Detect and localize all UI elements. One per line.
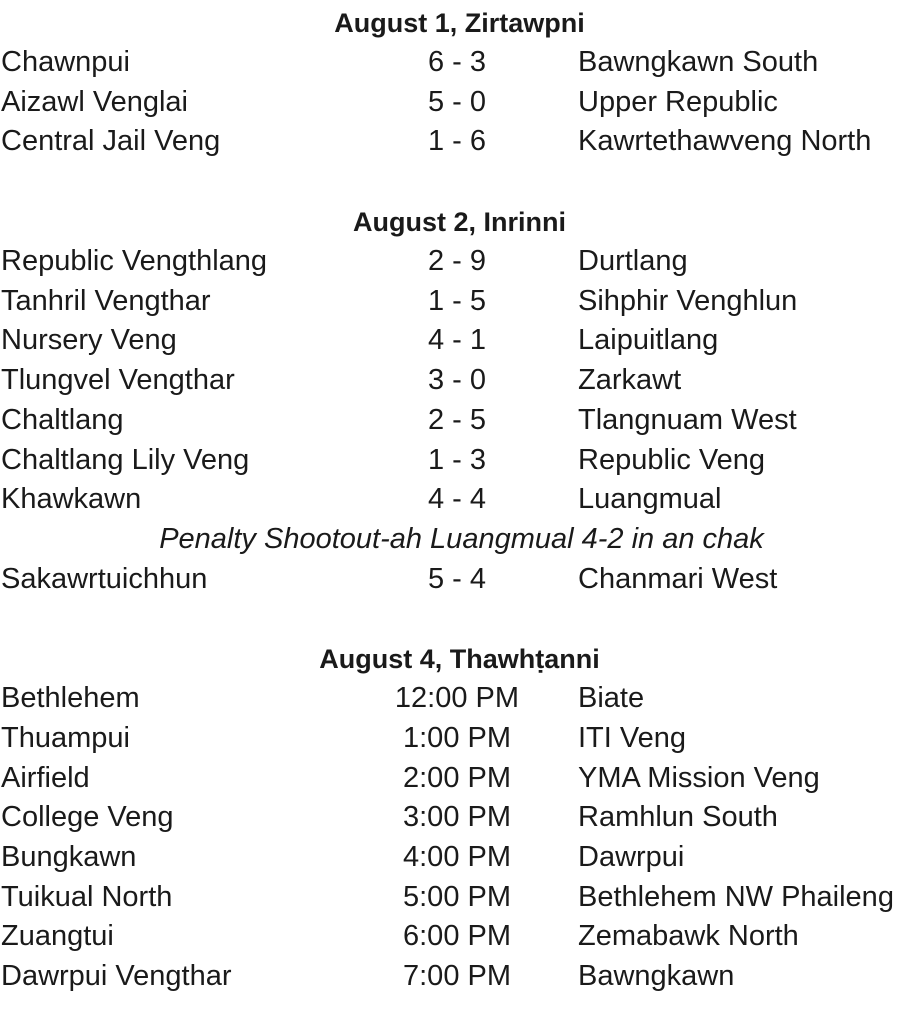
- match-score: 1 - 5: [427, 284, 487, 317]
- kickoff-time: 1:00 PM: [403, 721, 511, 754]
- match-score: 6 - 3: [427, 46, 487, 78]
- away-team: YMA Mission Veng: [578, 761, 820, 794]
- away-team: Sihphir Venghlun: [578, 284, 798, 317]
- match-row: [0, 43, 915, 83]
- home-team: Republic Vengthlang: [1, 245, 268, 278]
- away-team: Tlangnuam West: [578, 403, 797, 436]
- match-row: [0, 321, 915, 361]
- kickoff-time: 12:00 PM: [394, 682, 520, 715]
- match-row: [0, 759, 915, 799]
- home-team: Dawrpui Vengthar: [1, 960, 232, 993]
- away-team: Laipuitlang: [578, 324, 719, 357]
- kickoff-time: 4:00 PM: [403, 841, 511, 873]
- match-row: [0, 957, 915, 997]
- match-row: [0, 122, 915, 162]
- home-team: Tuikual North: [1, 880, 173, 913]
- match-day-section: [0, 3, 915, 162]
- match-row: [0, 719, 915, 759]
- match-row: [0, 401, 915, 441]
- away-team: Chanmari West: [578, 562, 778, 595]
- match-day-heading: August 2, Inrinni: [353, 207, 566, 238]
- match-score: 2 - 5: [427, 403, 487, 436]
- match-score: 5 - 0: [427, 85, 487, 118]
- match-day-heading: August 1, Zirtawpni: [334, 8, 585, 38]
- home-team: Chaltlang: [1, 403, 124, 436]
- match-score: 1 - 6: [427, 125, 487, 158]
- away-team: Ramhlun South: [578, 801, 778, 834]
- match-row: [0, 441, 915, 481]
- penalty-note: Penalty Shootout-ah Luangmual 4-2 in an chak: [159, 522, 764, 555]
- away-team: Durtlang: [578, 245, 688, 278]
- kickoff-time: 5:00 PM: [403, 880, 511, 913]
- away-team: ITI Veng: [578, 721, 687, 754]
- away-team: Kawrtethawveng North: [578, 125, 872, 158]
- match-row: [0, 480, 915, 520]
- home-team: Sakawrtuichhun: [1, 562, 208, 595]
- home-team: Chaltlang Lily Veng: [1, 443, 250, 476]
- away-team: Bawngkawn South: [578, 46, 819, 78]
- match-row: [0, 917, 915, 957]
- match-row: [0, 838, 915, 878]
- match-day-heading: August 4, Thawhṭanni: [319, 644, 600, 675]
- home-team: Khawkawn: [1, 483, 142, 516]
- match-score: 4 - 4: [427, 483, 487, 516]
- match-day-section: [0, 202, 915, 599]
- match-score: 2 - 9: [427, 245, 487, 278]
- away-team: Upper Republic: [578, 85, 778, 118]
- home-team: Tlungvel Vengthar: [1, 364, 235, 397]
- match-row: [0, 83, 915, 123]
- match-score: 3 - 0: [427, 364, 487, 397]
- match-row: [0, 282, 915, 322]
- match-row: [0, 679, 915, 719]
- match-score: 4 - 1: [427, 324, 487, 357]
- away-team: Zemabawk North: [578, 920, 799, 953]
- away-team: Biate: [578, 682, 645, 715]
- home-team: Nursery Veng: [1, 324, 177, 357]
- away-team: Bawngkawn: [578, 960, 735, 993]
- home-team: Central Jail Veng: [1, 125, 221, 158]
- kickoff-time: 2:00 PM: [403, 761, 511, 794]
- match-row: [0, 798, 915, 838]
- home-team: College Veng: [1, 801, 174, 834]
- match-score: 5 - 4: [427, 562, 487, 595]
- home-team: Zuangtui: [1, 920, 114, 953]
- away-team: Luangmual: [578, 483, 722, 516]
- home-team: Bungkawn: [1, 841, 137, 873]
- home-team: Tanhril Vengthar: [1, 284, 211, 317]
- home-team: Aizawl Venglai: [1, 85, 188, 118]
- away-team: Dawrpui: [578, 841, 685, 873]
- match-row: [0, 361, 915, 401]
- kickoff-time: 7:00 PM: [403, 960, 511, 993]
- match-score: 1 - 3: [427, 443, 487, 476]
- home-team: Chawnpui: [1, 46, 130, 78]
- away-team: Republic Veng: [578, 443, 766, 476]
- kickoff-time: 6:00 PM: [403, 920, 511, 953]
- match-row: [0, 242, 915, 282]
- match-row: [0, 878, 915, 918]
- home-team: Bethlehem: [1, 682, 140, 715]
- match-day-section: [0, 639, 915, 997]
- kickoff-time: 3:00 PM: [403, 801, 511, 834]
- home-team: Airfield: [1, 761, 90, 794]
- away-team: Bethlehem NW Phaileng: [578, 880, 894, 913]
- home-team: Thuampui: [1, 721, 130, 754]
- match-row: [0, 560, 915, 600]
- away-team: Zarkawt: [578, 364, 682, 397]
